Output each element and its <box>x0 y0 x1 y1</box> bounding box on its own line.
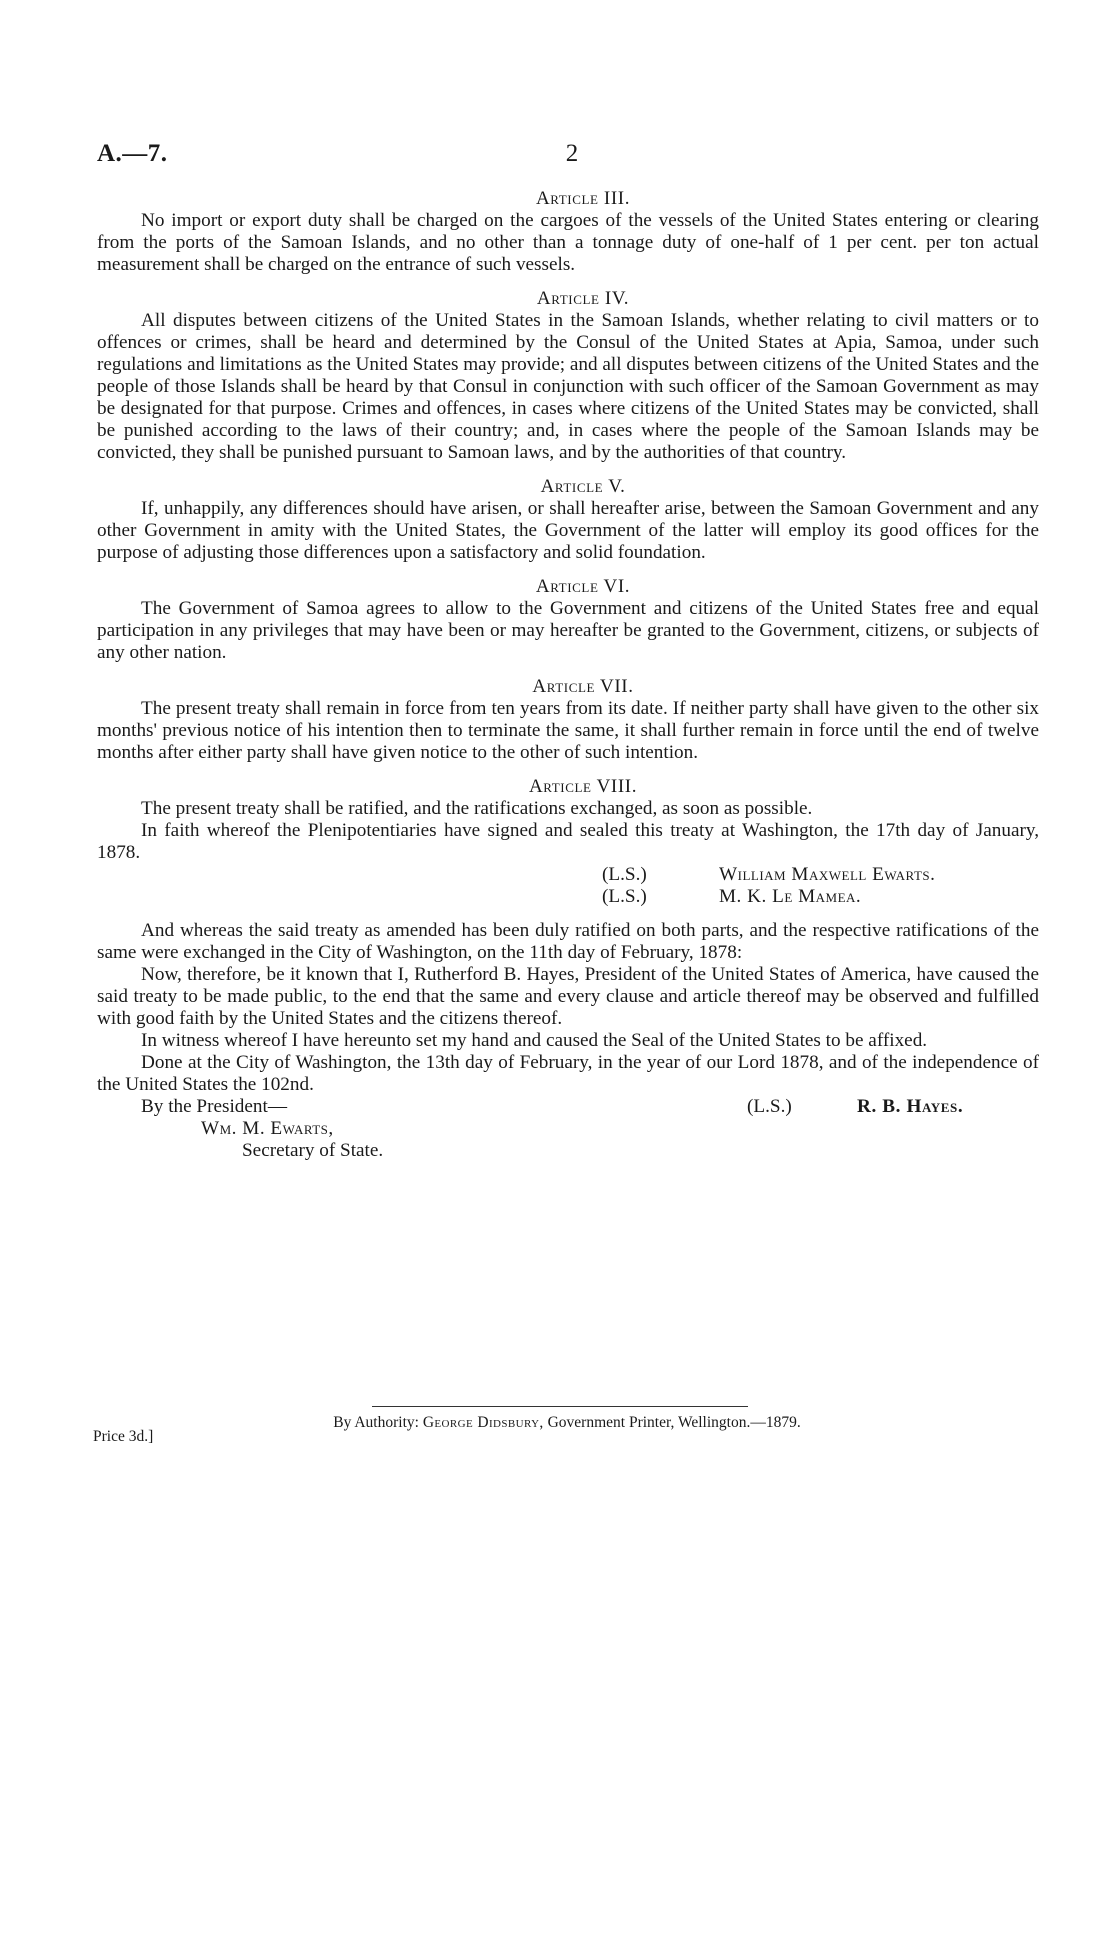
seal-mark: (L.S.) <box>602 886 647 907</box>
article-heading: Article IV. <box>536 288 630 309</box>
faith-paragraph: In faith whereof the Plenipotentiaries have signed and sealed this treaty at Washington, the 17th day of January, 1878. <box>97 820 1039 863</box>
president-signature-block <box>97 1096 1039 1162</box>
article-text: The present treaty shall remain in force from ten years from its date. If neither party shall have given to the other six months' previous notice of his intention then to terminate the same, it shall further remain in force until the end of twelve months after either party shall have given notice to the other of such intention. <box>97 698 1039 763</box>
document-body <box>97 188 1039 1162</box>
secretary-title: Secretary of State. <box>242 1140 384 1161</box>
article-text: No import or export duty shall be charged on the cargoes of the vessels of the United States entering or clearing from the ports of the Samoan Islands, and no other than a tonnage duty of one-half of 1 per cent. per ton actual measurement shall be charged on the entrance of such vessels. <box>97 210 1039 275</box>
imprint-rest: Government Printer, Wellington.—1879. <box>547 1414 801 1431</box>
president-name: R. B. Hayes. <box>857 1096 964 1117</box>
article-heading: Article VII. <box>532 676 634 697</box>
printer-imprint <box>0 1414 1114 1432</box>
secretary-name: Wm. M. Ewarts, <box>201 1118 334 1139</box>
article-heading: Article III. <box>535 188 631 209</box>
signatory-name: William Maxwell Ewarts. <box>719 864 936 885</box>
seal-mark: (L.S.) <box>747 1096 792 1117</box>
article-heading: Article VIII. <box>528 776 638 797</box>
seal-mark: (L.S.) <box>602 864 647 885</box>
article-heading: Article V. <box>540 476 626 497</box>
done-paragraph: Done at the City of Washington, the 13th day of February, in the year of our Lord 1878, and of the independence of the United States the 102nd. <box>97 1052 1039 1095</box>
article-text: All disputes between citizens of the United States in the Samoan Islands, whether relating to civil matters or to offences or crimes, shall be heard and determined by the Consul of the United States at Apia, Samoa, under such regulations and limitations as the United States may provide; and all disputes between citizens of the United States and the people of those Islands shall be heard by that Consul in conjunction with such officer of the Samoan Government as may be designated for that purpose. Crimes and offences, in cases where citizens of the United States may be convicted, shall be punished according to the laws of their country; and, in cases where the people of the Samoan Islands may be convicted, they shall be punished pursuant to Samoan laws, and by the authorities of that country. <box>97 310 1039 463</box>
article-text: The present treaty shall be ratified, and the ratifications exchanged, as soon as possible. <box>141 798 813 819</box>
whereas-paragraph: And whereas the said treaty as amended has been duly ratified on both parts, and the respective ratifications of the same were exchanged in the City of Washington, on the 11th day of February, 1878: <box>97 920 1039 963</box>
now-therefore-paragraph: Now, therefore, be it known that I, Rutherford B. Hayes, President of the United States of America, have caused the said treaty to be made public, to the end that the same and every clause and article thereof may be observed and fulfilled with good faith by the United States and the citizens thereof. <box>97 964 1039 1029</box>
printer-name: George Didsbury, <box>422 1414 544 1431</box>
page-number: 2 <box>565 140 579 167</box>
article-text: The Government of Samoa agrees to allow to the Government and citizens of the United States free and equal participation in any privileges that may have been or may hereafter be granted to the Government, citizens, or subjects of any other nation. <box>97 598 1039 663</box>
price-note: Price 3d.] <box>93 1428 154 1445</box>
signatory-name: M. K. Le Mamea. <box>719 886 862 907</box>
witness-paragraph: In witness whereof I have hereunto set my hand and caused the Seal of the United States to be affixed. <box>141 1030 928 1051</box>
signature-block <box>97 864 1039 908</box>
signature-row <box>97 864 1039 886</box>
by-the-president: By the President— <box>141 1096 288 1117</box>
document-reference: A.—7. <box>97 140 168 167</box>
footer-rule <box>372 1406 748 1407</box>
article-heading: Article VI. <box>535 576 631 597</box>
article-text: If, unhappily, any differences should have arisen, or shall hereafter arise, between the Samoan Government and any other Government in amity with the United States, the Government of the latter will employ its good offices for the purpose of adjusting those differences upon a satisfactory and solid foundation. <box>97 498 1039 563</box>
signature-row <box>97 886 1039 908</box>
imprint-prefix: By Authority: <box>333 1414 419 1431</box>
